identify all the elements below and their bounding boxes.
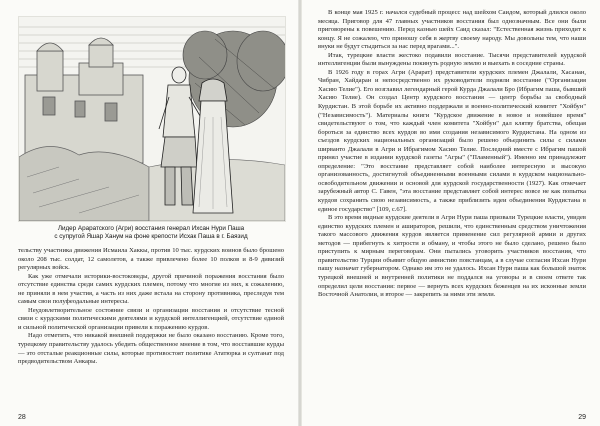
paragraph: В конце мая 1925 г. начался судебный процесс над шейхом Саидом, который длился около месяца. Приговор для 47 главных участников восстания был однозначным. Все они были приговорены к повешению. Перед казнью шейх Саид сказал: "Естественная жизнь приходит к концу. Я не сожалею, что приношу себя в жертву своему народу. Мы довольны тем, что наши внуки не будут стыдиться за нас перед врагами...".: [318, 9, 586, 51]
page-number: 28: [18, 414, 26, 421]
paragraph: Неудовлетворительное состояние связи и организации восстания и отсутствие тесной связи с курдскими политическими деятелями и курдской интеллигенцией, отсутствие единой и сильной политической организации привели к поражению курдов.: [18, 306, 284, 331]
paragraph: В это время видные курдские деятели в Агри Нури паша призвали Турецкие власти, увидев единство курдских племен и ашираторов, решили, что единственным средством уничтожения такого массового движения курдов является применение сил регулярной армии и других методов — прибегнуть к хитрости и обману, и чтобы этого не было сделано, решено было приступить к мирным переговорам. Они пытались уговорить участников восстания, что правительство Турции объявит общую амнистию повстанцам, а в случае согласия Ихсан Нури пашу назначат губернатором. Однако им это не удалось. Ихсан Нури паша как большой знаток турецкой внешней и внутренней политики не поддался на уговоры и в своем ответе так определил цели восстания: первое — вернуть всех курдских беженцев на их исконные земли Восточной Анатолии, и второе — закрепить за ними эти земли.: [318, 214, 586, 299]
paragraph: Итак, турецкие власти жестоко подавили восстание. Тысячи представителей курдской интеллигенции были вынуждены покинуть родную землю и выехать в соседние страны.: [318, 51, 586, 68]
right-page-text: [318, 9, 586, 300]
caption-line: Лидер Араратского (Агри) восстания генерал Ихсан Нури Паша: [57, 225, 245, 232]
engraving-image: [19, 17, 285, 221]
paragraph: В 1926 году в горах Агри (Арарат) представители курдских племен Джалали, Хасанан, Чибран, Хайдаран и непосредственно их руководители подняли восстание ("Организация Хасию Телие"). Его возглавил легендарный герой Курда Джалали Бро (Ибрагим паша, бывший Хасию Телие). Он создал Центр курдского восстания — центр борьбы за свободный Курдистан. В этой борьбе их активно поддержали и военно-политический комитет "Хойбун" ("Независимость"). Материалы книги "Курдское движение в новое и новейшее время" свидетельствуют о том, что каждый член комитета "Хойбун" дал клятву братства, обещая бороться за единство всех курдов во имя создания независимого Курдистана. На одном из съездов курдских национальных организаций было решено объединить силы с силами ширванто Джалали в Агри и Ибрагимом Хасию Телие. Последний вместе с Ибрагим пашой принял участие в издании курдской газеты "Агры" ("Пламенный"). Именно им принадлежит определение: "Это восстание представляет собой наиболее интересную и высокую организованность, достигнутой объединенными военными силами в курдском национально-освободительном движении и основой для курдской государственности (1927). Как отмечает зарубежный автор С. Гавен, "эта восстание представляет собой интерес вовсе не как попытка курдов сохранить свою независимость, а также приблизить идеи объединения Курдистана в единое государство" [109, с.67].: [318, 68, 586, 213]
page-number: 29: [578, 414, 586, 421]
photo-caption: [24, 225, 278, 241]
caption-line: с супругой Яшар Ханум на фоне крепости Исхак Паша в г. Баязид: [54, 233, 248, 240]
right-page: [302, 0, 600, 426]
paragraph: Надо отметить, что никакой внешней поддержки не было оказано восстанию. Кроме того, турецкому правительству удалось убедить общественное мнение в том, что восставшие курды — это отсталые реакционные силы, которые противостоят политике Ататюрка и султанат под предводительством Анкары.: [18, 332, 284, 366]
left-page-text: [18, 247, 284, 367]
paragraph: тельству участника движения Исмаила Хаккы, против 10 тыс. курдских воинов было брошено около 208 тыс. солдат, 12 самолетов, а также привлечено более 10 полков и 8-9 дивизий регулярных войск.: [18, 247, 284, 272]
paragraph: Как уже отмечали историки-востоковеды, другой причиной поражения восстания было отсутствие единства среди самих курдских племен, потому что многие из них, к сожалению, не приняли в нем участия, а часть из них даже встала на сторону противника, преследуя тем самым свои полуфеодальные интересы.: [18, 272, 284, 306]
historical-photo-illustration: [18, 16, 286, 222]
left-page: [0, 0, 298, 426]
